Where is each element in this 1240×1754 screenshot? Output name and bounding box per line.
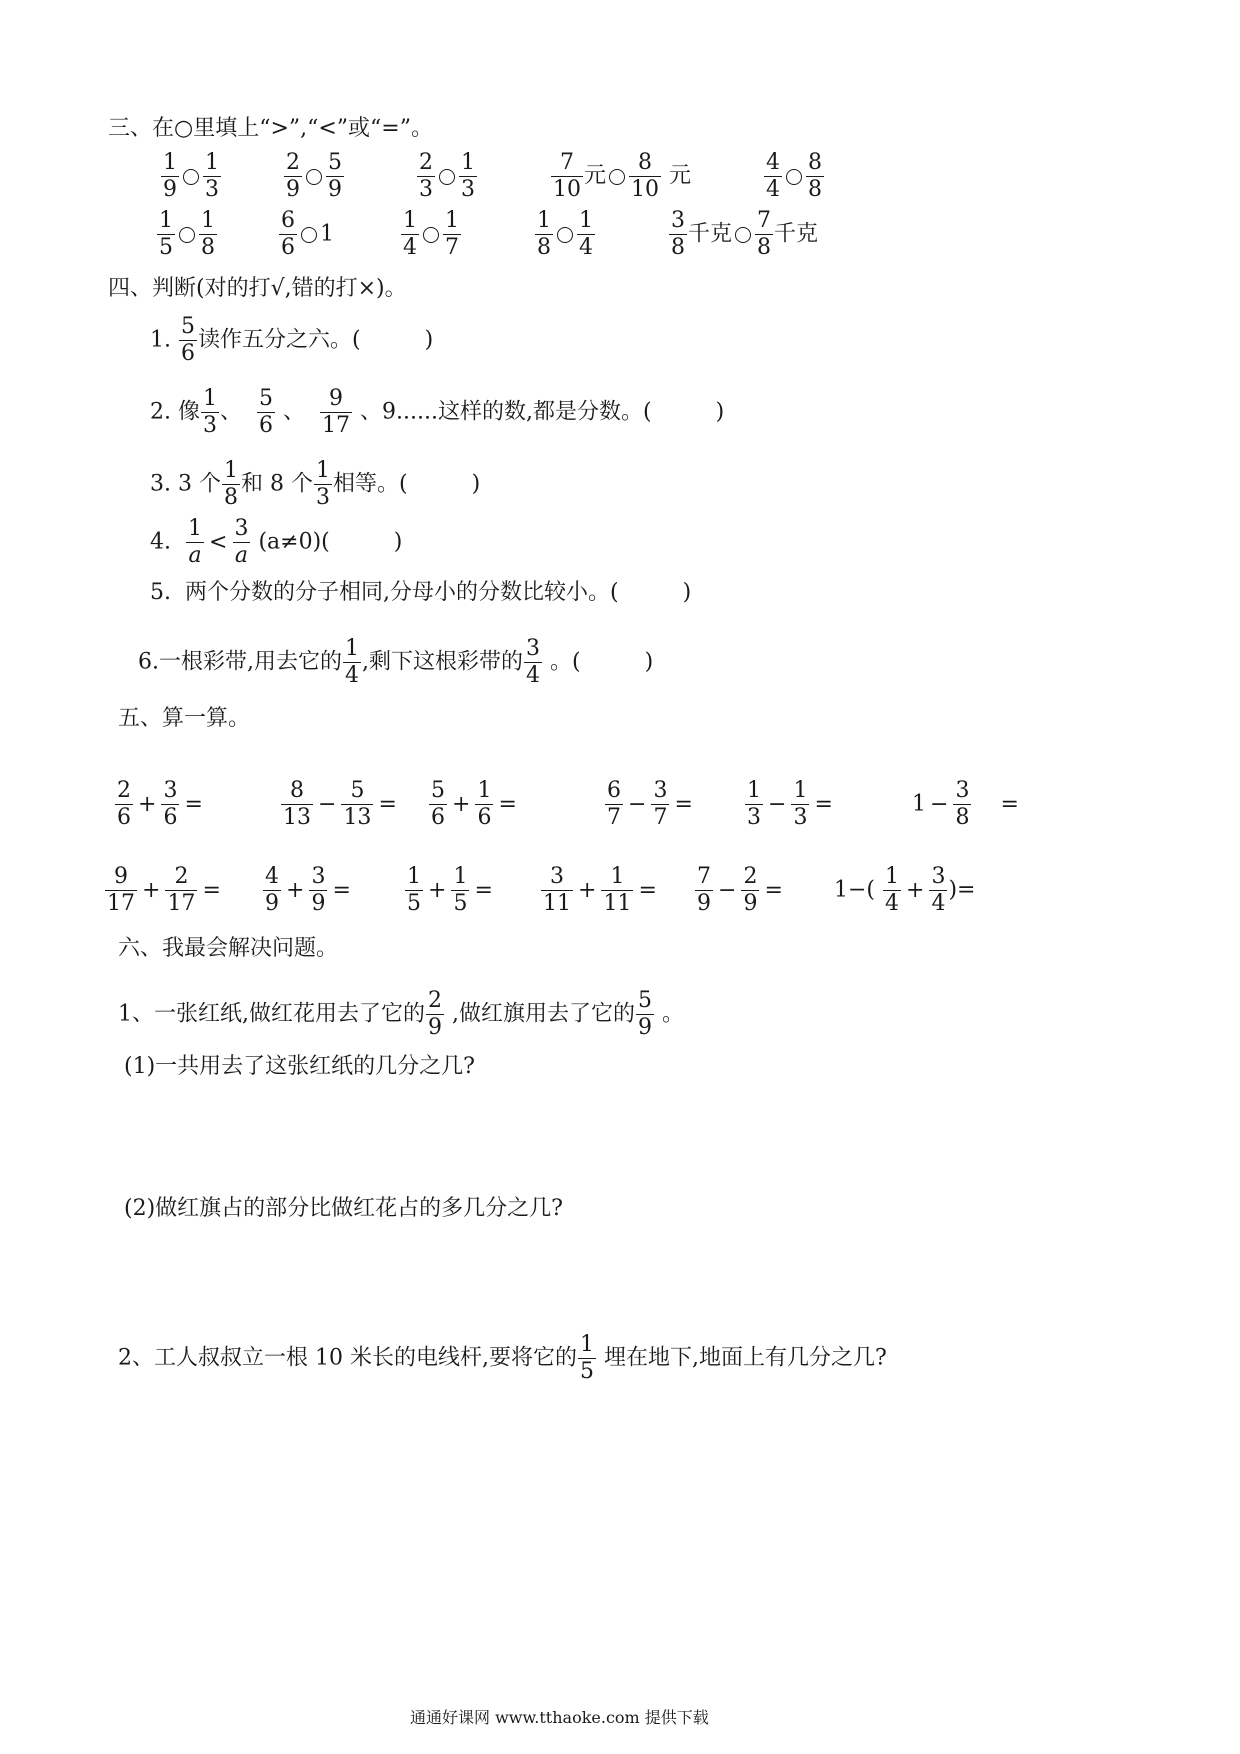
compare-circle[interactable]	[557, 227, 573, 243]
section-4-title: 四、判断(对的打√,错的打×)。	[108, 276, 407, 301]
compare-item: $\frac{2}{9}$ $\frac{5}{9}$	[286, 150, 342, 202]
compare-item: $\frac{1}{5}$ $\frac{1}{8}$	[159, 208, 215, 260]
word-problem-1-part-2: (2)做红旗占的部分比做红花占的多几分之几?	[124, 1196, 563, 1221]
judge-question-5: 5. 两个分数的分子相同,分母小的分数比较小。( )	[150, 580, 692, 605]
section-5-title: 五、算一算。	[118, 706, 251, 731]
compare-circle[interactable]	[423, 227, 439, 243]
compare-circle[interactable]	[786, 169, 802, 185]
section-6-title: 六、我最会解决问题。	[118, 936, 339, 961]
compare-item: $\frac{3}{8}$ 千克 $\frac{7}{8}$ 千克	[671, 208, 819, 260]
calc-item: $\frac{6}{7}$ − $\frac{3}{7}$ =	[607, 778, 693, 830]
judge-question-1: 1. $\frac{5}{6}$ 读作五分之六。( )	[150, 314, 434, 366]
compare-item: $\frac{2}{3}$ $\frac{1}{3}$	[419, 150, 475, 202]
compare-item: $\frac{4}{4}$ $\frac{8}{8}$	[766, 150, 822, 202]
compare-circle[interactable]	[179, 227, 195, 243]
compare-item: $\frac{6}{6}$ 1	[281, 208, 334, 260]
footer-credit: 通通好课网 www.tthaoke.com 提供下载	[410, 1708, 709, 1727]
compare-circle[interactable]	[439, 169, 455, 185]
word-problem-1: 1、一张红纸,做红花用去了它的 $\frac{2}{9}$ ,做红旗用去了它的 $\frac{5}{9}$ 。	[118, 988, 685, 1040]
calc-item: $\frac{3}{11}$ + $\frac{1}{11}$ =	[543, 864, 657, 916]
calc-item: 1−( $\frac{1}{4}$ + $\frac{3}{4}$ )=	[834, 864, 976, 916]
compare-circle[interactable]	[306, 169, 322, 185]
compare-circle[interactable]	[609, 169, 625, 185]
compare-item: $\frac{1}{4}$ $\frac{1}{7}$	[403, 208, 459, 260]
calc-item: $\frac{1}{5}$ + $\frac{1}{5}$ =	[407, 864, 493, 916]
calc-item: $\frac{4}{9}$ + $\frac{3}{9}$ =	[265, 864, 351, 916]
calc-item: $\frac{7}{9}$ − $\frac{2}{9}$ =	[697, 864, 783, 916]
compare-circle[interactable]	[183, 169, 199, 185]
calc-item: 1 − $\frac{3}{8}$ =	[912, 778, 1019, 830]
compare-circle[interactable]	[301, 227, 317, 243]
judge-question-6: 6.一根彩带,用去它的 $\frac{1}{4}$ ,剩下这根彩带的 $\frac{3}{4}$ 。( )	[138, 636, 654, 688]
calc-item: $\frac{2}{6}$ + $\frac{3}{6}$ =	[117, 778, 203, 830]
compare-item: $\frac{1}{8}$ $\frac{1}{4}$	[537, 208, 593, 260]
judge-question-3: 3. 3 个 $\frac{1}{8}$ 和 8 个 $\frac{1}{3}$ 相等。( )	[150, 458, 481, 510]
compare-item: $\frac{1}{9}$ $\frac{1}{3}$	[163, 150, 219, 202]
calc-item: $\frac{1}{3}$ − $\frac{1}{3}$ =	[747, 778, 833, 830]
word-problem-1-part-1: (1)一共用去了这张红纸的几分之几?	[124, 1054, 475, 1079]
judge-question-4: 4. $\frac{1}{a}$ < $\frac{3}{a}$ (a≠0)( )	[150, 516, 403, 568]
word-problem-2: 2、工人叔叔立一根 10 米长的电线杆,要将它的 $\frac{1}{5}$ 埋在地下,地面上有几分之几?	[118, 1332, 887, 1384]
calc-item: $\frac{8}{13}$ − $\frac{5}{13}$ =	[283, 778, 397, 830]
judge-question-2: 2. 像 $\frac{1}{3}$ 、 $\frac{5}{6}$ 、 $\frac{9}{17}$ 、9......这样的数,都是分数。( )	[150, 386, 725, 438]
calc-item: $\frac{9}{17}$ + $\frac{2}{17}$ =	[107, 864, 221, 916]
compare-item: $\frac{7}{10}$ 元 $\frac{8}{10}$ 元	[553, 150, 692, 202]
calc-item: $\frac{5}{6}$ + $\frac{1}{6}$ =	[431, 778, 517, 830]
compare-circle[interactable]	[735, 227, 751, 243]
section-3-title: 三、在○里填上“>”,“<”或“=”。	[108, 116, 433, 141]
